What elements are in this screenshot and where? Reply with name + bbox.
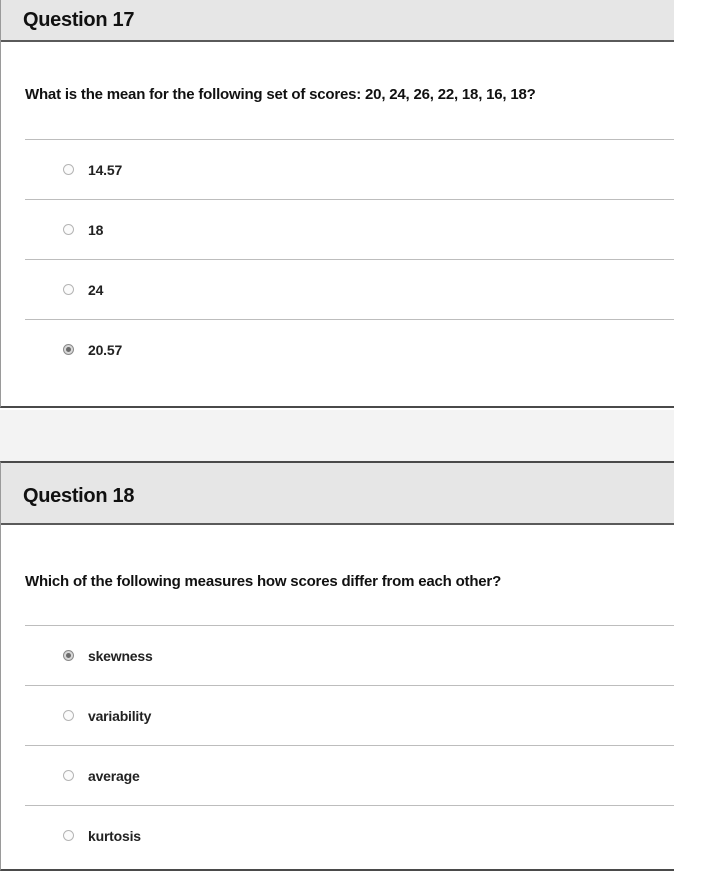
answer-label: skewness [88, 647, 153, 664]
radio-button[interactable] [63, 284, 74, 295]
radio-button[interactable] [63, 830, 74, 841]
radio-button[interactable] [63, 770, 74, 781]
question-17-card [0, 0, 674, 408]
answer-label: 20.57 [88, 341, 123, 358]
radio-button[interactable] [63, 164, 74, 175]
answer-option[interactable] [25, 685, 674, 745]
answer-label: kurtosis [88, 827, 141, 844]
answer-option[interactable] [25, 319, 674, 379]
answer-option[interactable] [25, 805, 674, 865]
answer-option[interactable] [25, 199, 674, 259]
answer-label: 18 [88, 221, 104, 238]
radio-button[interactable] [63, 344, 74, 355]
question-17-text: What is the mean for the following set of scores: 20, 24, 26, 22, 18, 16, 18? [25, 86, 536, 103]
radio-button[interactable] [63, 650, 74, 661]
answer-label: variability [88, 707, 152, 724]
answer-label: 14.57 [88, 161, 123, 178]
question-separator [0, 410, 674, 461]
question-18-card [0, 461, 674, 871]
answer-option[interactable] [25, 139, 674, 199]
question-17-title: Question 17 [1, 0, 674, 42]
radio-button[interactable] [63, 710, 74, 721]
question-18-title: Question 18 [1, 463, 674, 525]
answer-label: 24 [88, 281, 104, 298]
question-18-text: Which of the following measures how scores differ from each other? [25, 573, 502, 590]
question-18-answer-list [25, 625, 674, 865]
radio-button[interactable] [63, 224, 74, 235]
answer-option[interactable] [25, 259, 674, 319]
answer-label: average [88, 767, 140, 784]
answer-option[interactable] [25, 625, 674, 685]
question-17-answer-list [25, 139, 674, 379]
answer-option[interactable] [25, 745, 674, 805]
